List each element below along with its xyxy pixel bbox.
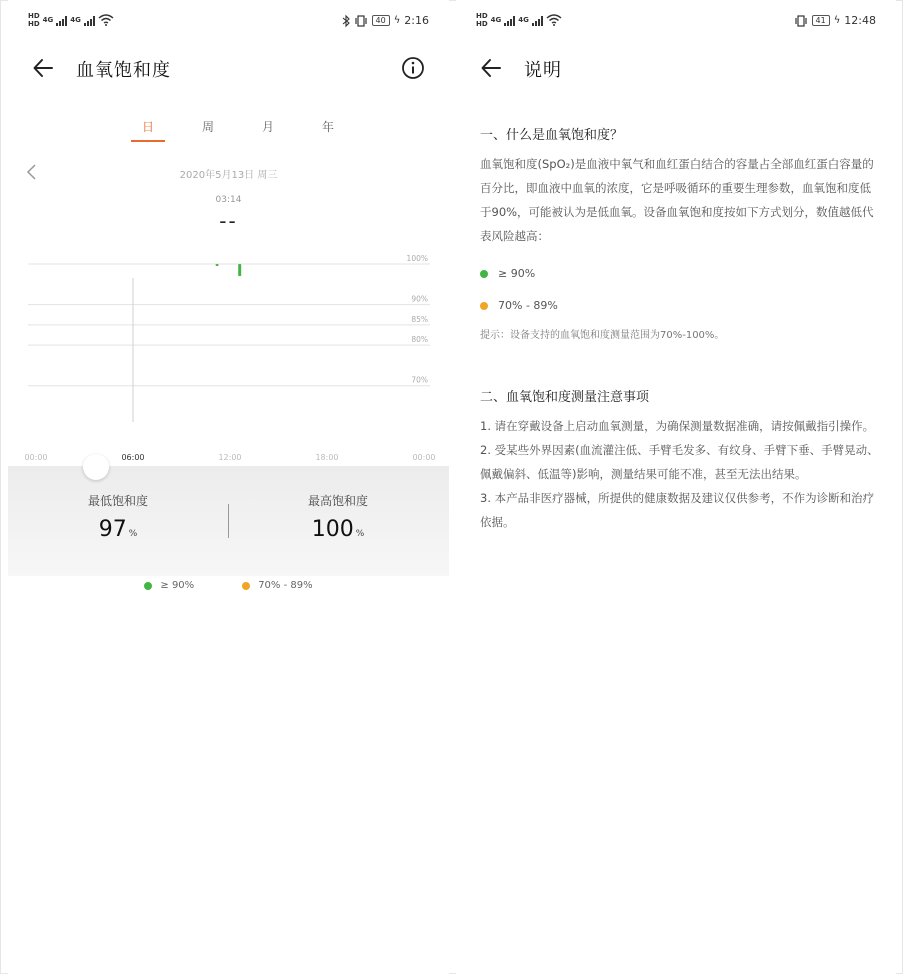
network-type-1: 4G: [490, 16, 502, 24]
max-saturation-value: 100: [311, 517, 354, 542]
network-type-1: 4G: [42, 16, 54, 24]
definition-paragraph: 血氧饱和度(SpO₂)是血液中氧气和血红蛋白结合的容量占全部血红蛋白容量的百分比，即血液中血氧的浓度，它是呼吸循环的重要生理参数，血氧饱和度低于90%，可能被认为是低血氧。设备血氧饱和度按如下方式划分，数值越低代表风险越高：: [480, 157, 874, 243]
legend-item: [480, 290, 880, 322]
tab-month[interactable]: 月: [261, 120, 274, 134]
hd-indicator: HD HD: [28, 12, 40, 28]
section-heading: 一、什么是血氧饱和度？: [480, 128, 624, 143]
orange-dot-icon: [242, 582, 250, 590]
unit-label: %: [355, 529, 365, 539]
legend-item: [144, 580, 194, 591]
time-slider-handle[interactable]: [83, 454, 109, 480]
precautions-section: [480, 386, 880, 534]
data-bar: [216, 264, 219, 266]
status-bar: [476, 10, 876, 34]
section-heading: 二、血氧饱和度测量注意事项: [480, 390, 650, 405]
unit-label: %: [128, 529, 138, 539]
network-type-2: 4G: [70, 16, 81, 24]
vibrate-icon: [794, 15, 808, 27]
y-tick-label: 85%: [411, 314, 428, 324]
legend-item: [242, 580, 312, 591]
x-tick-label: 06:00: [121, 453, 145, 462]
status-right: [342, 14, 430, 27]
min-saturation-label: 最低饱和度: [87, 494, 148, 508]
status-right: [794, 14, 877, 27]
y-tick-label: 90%: [411, 294, 428, 304]
green-dot-icon: [480, 270, 488, 278]
list-item: 2. 受某些外界因素(血流灌注低、手臂毛发多、有纹身、手臂下垂、手臂晃动、佩戴偏斜、低温等)影响，测量结果可能不准，甚至无法出结果。: [480, 443, 879, 481]
legend-item: [480, 258, 880, 290]
data-bar: [238, 264, 241, 276]
page-title: 说明: [524, 60, 562, 81]
tab-day[interactable]: 日: [131, 118, 165, 142]
clock: 2:16: [404, 14, 429, 27]
tab-week[interactable]: 周: [201, 120, 214, 134]
back-arrow-icon[interactable]: [480, 56, 504, 80]
explanation-document: [480, 124, 880, 534]
period-tabs: [118, 118, 358, 142]
current-date: 2020年5月13日 周三: [179, 170, 278, 181]
legend-label: 70% - 89%: [258, 580, 313, 591]
list-item: 1. 请在穿戴设备上启动血氧测量，为确保测量数据准确，请按佩戴指引操作。: [480, 419, 875, 433]
min-saturation: [8, 492, 228, 542]
x-tick-label: 18:00: [315, 453, 339, 462]
back-arrow-icon[interactable]: [32, 56, 56, 80]
status-left: [28, 12, 114, 28]
charging-icon: ϟ: [393, 15, 401, 26]
max-saturation: [228, 492, 448, 542]
spo2-chart[interactable]: [24, 250, 436, 470]
signal-icon: [84, 15, 95, 26]
page-title: 血氧饱和度: [76, 60, 171, 81]
min-saturation-value: 97: [98, 517, 127, 542]
y-tick-label: 80%: [411, 335, 428, 345]
charging-icon: ϟ: [833, 15, 841, 26]
signal-icon: [504, 15, 515, 26]
explanation-screen: [456, 0, 896, 974]
bluetooth-icon: [342, 15, 350, 27]
wifi-icon: [98, 14, 114, 26]
legend: [8, 580, 449, 591]
green-dot-icon: [144, 582, 152, 590]
x-tick-label: 00:00: [24, 453, 48, 462]
range-tip: 提示：设备支持的血氧饱和度测量范围为70%-100%。: [480, 330, 725, 341]
battery-icon: 40: [372, 15, 390, 26]
selected-readout: [8, 195, 449, 233]
y-tick-label: 100%: [406, 254, 428, 263]
legend-label: ≥ 90%: [160, 580, 195, 591]
orange-dot-icon: [480, 302, 488, 310]
max-saturation-label: 最高饱和度: [307, 494, 368, 508]
readout-value: --: [219, 209, 238, 233]
signal-icon: [532, 15, 543, 26]
spo2-screen: [8, 0, 449, 974]
battery-icon: 41: [812, 15, 830, 26]
date-navigator: [20, 162, 437, 182]
app-bar: [476, 48, 876, 88]
readout-time: 03:14: [215, 195, 242, 205]
signal-icon: [56, 15, 67, 26]
legend-label: ≥ 90%: [498, 267, 536, 280]
list-item: 3. 本产品非医疗器械，所提供的健康数据及建议仅供参考，不作为诊断和治疗依据。: [480, 491, 875, 529]
status-bar: [28, 10, 429, 34]
summary-card: [8, 466, 449, 576]
network-type-2: 4G: [518, 16, 529, 24]
clock: 12:48: [844, 14, 876, 27]
x-tick-label: 00:00: [412, 453, 436, 462]
hd-indicator: HD HD: [476, 12, 488, 28]
app-bar: [28, 48, 429, 88]
y-tick-label: 70%: [411, 375, 428, 385]
vibrate-icon: [354, 15, 368, 27]
legend-label: 70% - 89%: [498, 299, 558, 312]
status-left: [476, 12, 562, 28]
wifi-icon: [546, 14, 562, 26]
info-icon[interactable]: [401, 56, 425, 80]
tab-year[interactable]: 年: [321, 120, 334, 134]
x-tick-label: 12:00: [218, 453, 242, 462]
